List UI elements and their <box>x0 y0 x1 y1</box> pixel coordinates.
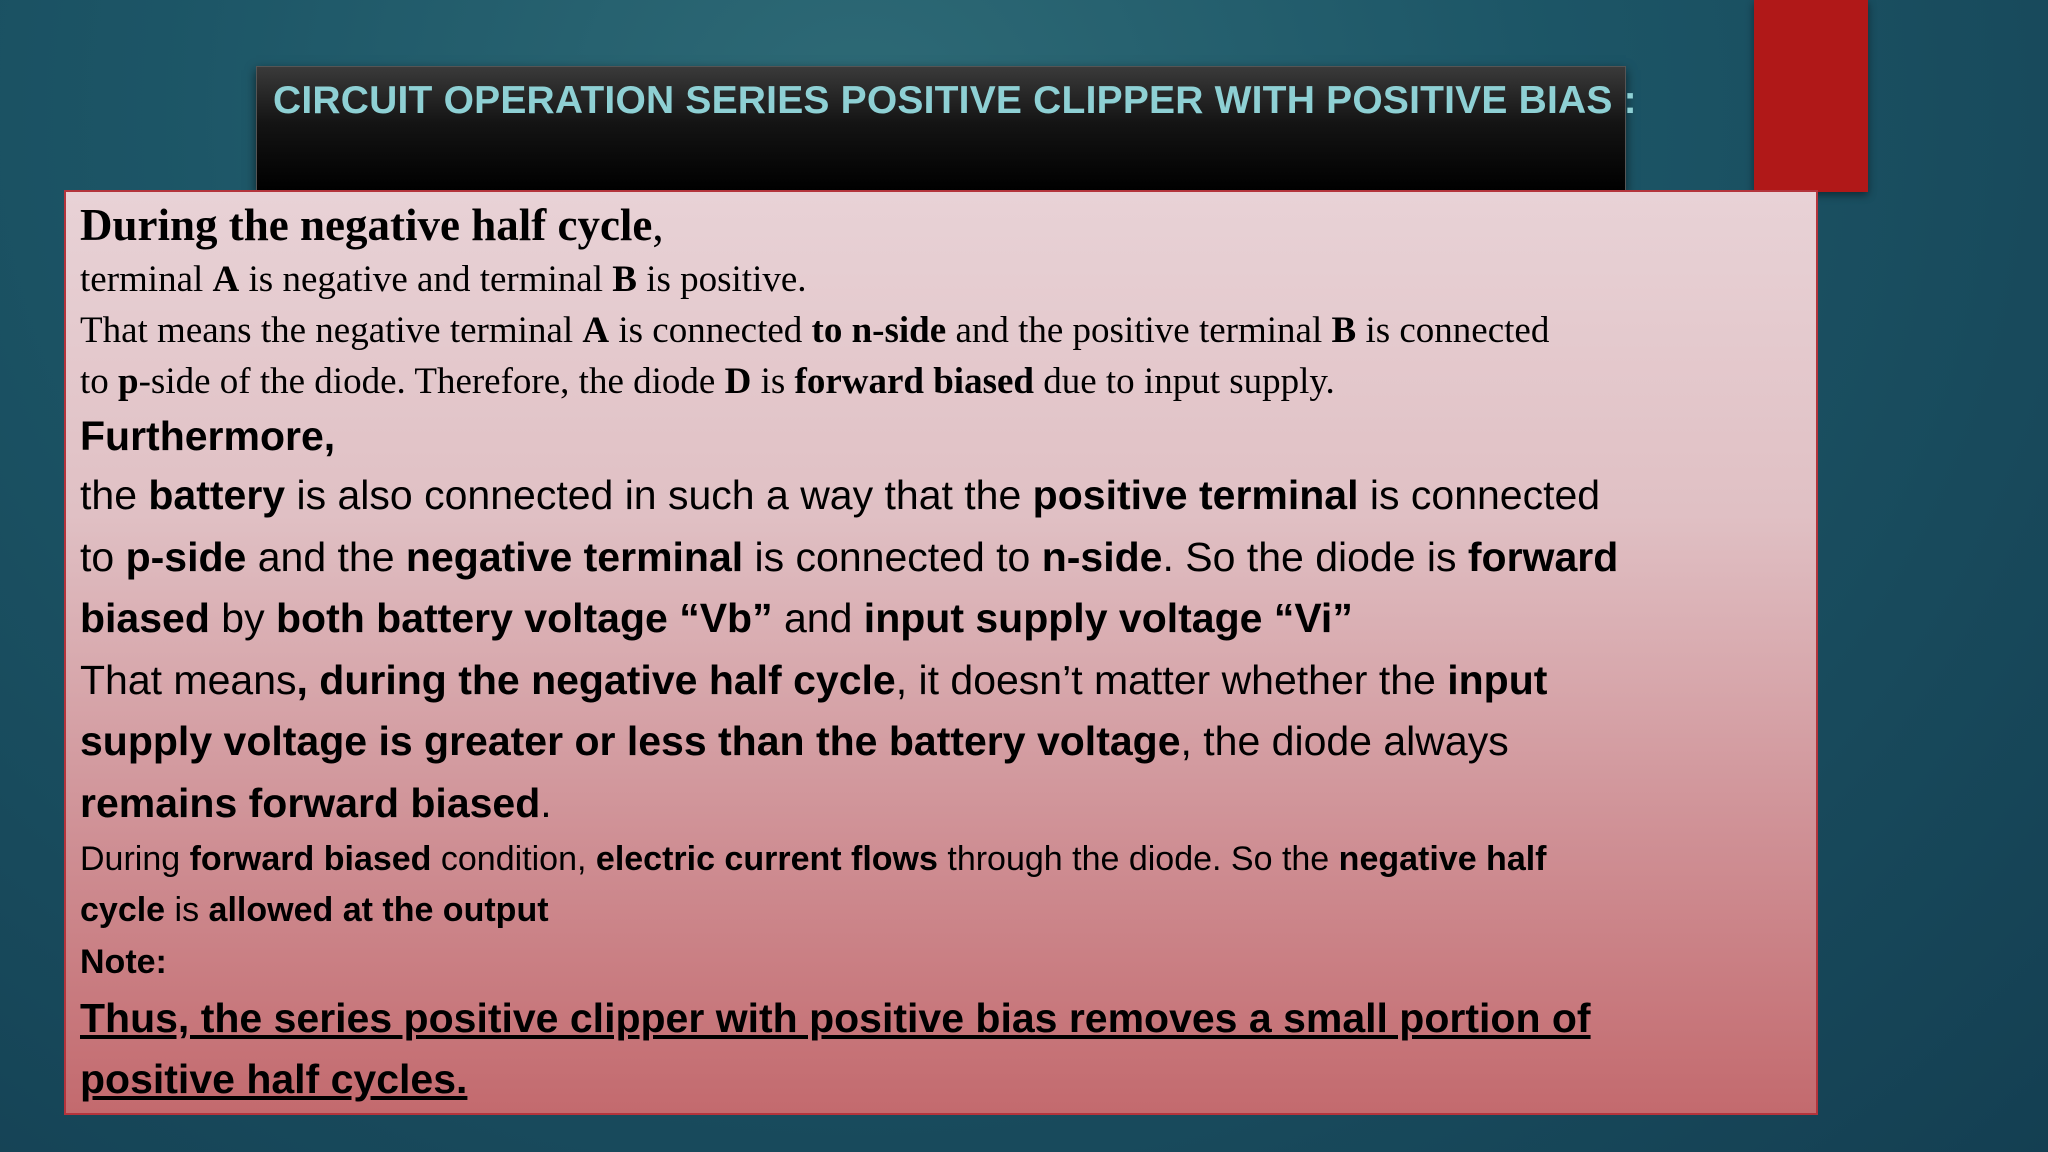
note-label-line <box>80 936 1810 988</box>
bold-span: both battery voltage “Vb” <box>275 595 773 641</box>
bold-span: D <box>724 361 752 402</box>
voltage-line <box>80 588 1810 650</box>
text-span: and the positive terminal <box>946 310 1332 351</box>
conclusion-line-1: Thus, the series positive clipper with positive bias removes a small portion of <box>80 995 1591 1041</box>
note-label: Note: <box>80 943 167 981</box>
text-span: is positive. <box>636 259 807 300</box>
text-span: , the diode always <box>1180 718 1509 764</box>
bold-span: n-side <box>1041 533 1163 580</box>
bold-span: positive terminal <box>1032 472 1359 518</box>
title-bar <box>256 66 1637 192</box>
heading-bold: During the negative half cycle <box>80 200 653 250</box>
bold-span: to n-side <box>811 310 947 351</box>
text-span: due to input supply. <box>1033 361 1335 402</box>
text-span: That means the negative terminal <box>80 310 583 351</box>
furthermore-heading <box>80 407 1810 465</box>
text-span: to <box>80 533 126 580</box>
supply-voltage-line <box>80 711 1810 773</box>
slide-title: CIRCUIT OPERATION SERIES POSITIVE CLIPPER WITH POSITIVE BIAS : <box>273 79 1637 122</box>
bold-span: battery <box>148 472 286 518</box>
text-span: is negative and terminal <box>239 259 613 300</box>
text-span: the <box>80 472 149 518</box>
furthermore-label: Furthermore, <box>80 413 336 459</box>
content-box <box>64 190 1818 1115</box>
p-side-line <box>80 527 1810 589</box>
bold-span: electric current flows <box>595 840 938 878</box>
conclusion-line-2: positive half cycles. <box>80 1056 468 1102</box>
bold-span: input <box>1447 656 1548 703</box>
heading-rest: , <box>652 200 664 250</box>
text-span: is connected <box>1356 310 1550 351</box>
text-span: condition, <box>431 840 596 878</box>
text-span: to <box>80 361 119 402</box>
bold-span: B <box>612 259 637 300</box>
bold-span: A <box>582 310 610 351</box>
text-span: , it doesn’t matter whether the <box>895 656 1448 703</box>
text-span: -side of the diode. Therefore, the diode <box>138 361 725 402</box>
connection-line <box>80 305 1810 356</box>
bold-span: B <box>1331 310 1357 351</box>
bold-span: p-side <box>125 533 247 580</box>
bold-span: cycle <box>80 891 166 929</box>
text-span: During <box>80 840 190 878</box>
text-span: is connected <box>609 310 812 351</box>
battery-line <box>80 465 1810 527</box>
bold-span: allowed at the output <box>208 891 549 929</box>
bold-span: input supply voltage “Vi” <box>863 595 1353 641</box>
text-span: and <box>772 595 864 641</box>
output-line <box>80 885 1810 936</box>
text-span: is <box>751 361 795 402</box>
bold-span: remains forward biased <box>80 779 541 826</box>
bold-span: A <box>212 259 240 300</box>
red-accent-bar <box>1754 0 1868 192</box>
bold-span: biased <box>80 595 210 641</box>
remains-line <box>80 773 1810 835</box>
bold-span: , during the negative half cycle <box>296 656 896 703</box>
forward-bias-line <box>80 356 1810 407</box>
bold-span: p <box>118 361 139 402</box>
text-span: . So the diode is <box>1162 533 1468 580</box>
text-span: by <box>209 595 276 641</box>
text-span: That means <box>80 656 297 703</box>
bold-span: negative half <box>1338 840 1547 878</box>
text-span: is also connected in such a way that the <box>285 472 1033 518</box>
text-span: is <box>165 891 209 929</box>
text-span: through the diode. So the <box>937 840 1339 878</box>
bold-span: supply voltage is greater or less than the battery voltage <box>80 718 1181 764</box>
text-span: . <box>540 779 552 826</box>
heading-line <box>80 192 1810 254</box>
that-means-line <box>80 650 1810 712</box>
text-span: terminal <box>80 259 213 300</box>
text-span: and the <box>246 533 406 580</box>
bold-span: forward biased <box>794 361 1034 402</box>
bold-span: forward <box>1467 533 1619 580</box>
text-span: is connected to <box>743 533 1042 580</box>
text-span: is connected <box>1358 472 1601 518</box>
current-flow-line <box>80 834 1810 885</box>
bold-span: negative terminal <box>405 533 744 580</box>
bold-span: forward biased <box>189 840 432 878</box>
body-text <box>80 192 1810 1110</box>
terminal-polarity-line <box>80 254 1810 305</box>
